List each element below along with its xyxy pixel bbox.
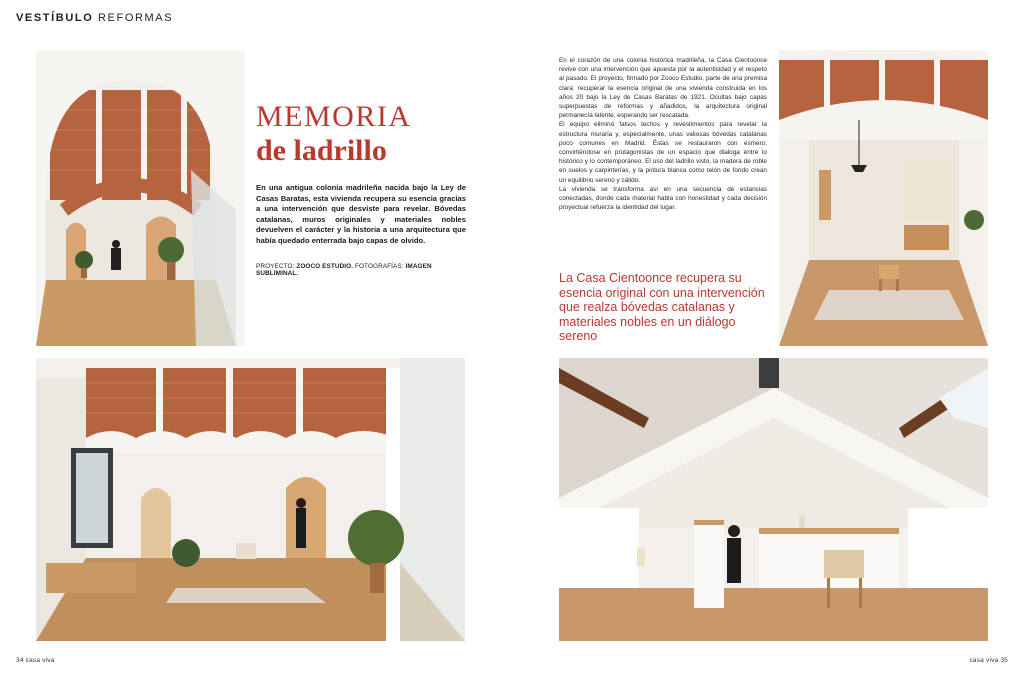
body-paragraph: El equipo eliminó falsos techos y revestimientos para revelar la estructura muraria y, especialmente, unas valiosas bóvedas catalanas poco comunes en Madrid. Éstas se restauraron con esmero, convirtiéndose en protagonistas de un espacio que dialoga entre lo histórico y lo contemporáneo. El uso del ladrillo visto, la madera de roble en suelos y carpinterías, y la pintura blanca como telón de fondo crean un equilibrio sereno y cálido. <box>559 121 767 184</box>
article-credits <box>256 263 471 277</box>
section-tag <box>16 12 173 24</box>
credits-project: ZOOCO ESTUDIO. <box>296 263 354 270</box>
article-lead: En una antigua colonia madrileña nacida bajo la Ley de Casas Baratas, esta vivienda recupera su esencia gracias a una intervención que desviste para revelar. Bóvedas catalanas, muros originales y materiales nobles devuelven el carácter y la historia a una arquitectura que había quedado enterrada bajo capas de olvido. <box>256 183 466 245</box>
article-body <box>559 56 767 212</box>
pull-quote: La Casa Cientoonce recupera su esencia original con una intervención que realza bóvedas catalanas y materiales nobles en un diálogo sereno <box>559 271 765 344</box>
folio-left: 34 casa viva <box>16 657 55 664</box>
photo-attic <box>559 358 988 641</box>
photo-living-room <box>36 358 465 641</box>
credits-label-photos: FOTOGRAFÍAS: <box>353 263 406 270</box>
folio-right: casa viva 35 <box>969 657 1008 664</box>
article-title-line1: MEMORIA <box>256 100 412 133</box>
photo-entrance-arch <box>36 50 245 346</box>
section-name: VESTÍBULO <box>16 12 94 24</box>
subsection-name: REFORMAS <box>98 12 174 24</box>
body-paragraph: En el corazón de una colonia histórica madrileña, la Casa Cientoonce revive con una intervención que apuesta por la autenticidad y el respeto al pasado. El proyecto, firmado por Zooco Estudio, parte de una premisa clara: recuperar la esencia original de una vivienda construida en los años 20 bajo la Ley de Casas Baratas de 1921. Ocultas bajo capas superpuestas de reformas y añadidos, la arquitectura original permanecía latente, esperando ser rescatada. <box>559 57 767 120</box>
credits-photos: IMAGEN SUBLIMINAL. <box>256 263 432 277</box>
body-paragraph: La vivienda se transforma así en una secuencia de estancias conectadas, donde cada material habla con honestidad y cada decisión proyectual refuerza la identidad del lugar. <box>559 185 767 212</box>
photo-vaulted-room <box>779 50 988 346</box>
credits-label-project: PROYECTO: <box>256 263 297 270</box>
article-title-line2: de ladrillo <box>256 134 387 167</box>
